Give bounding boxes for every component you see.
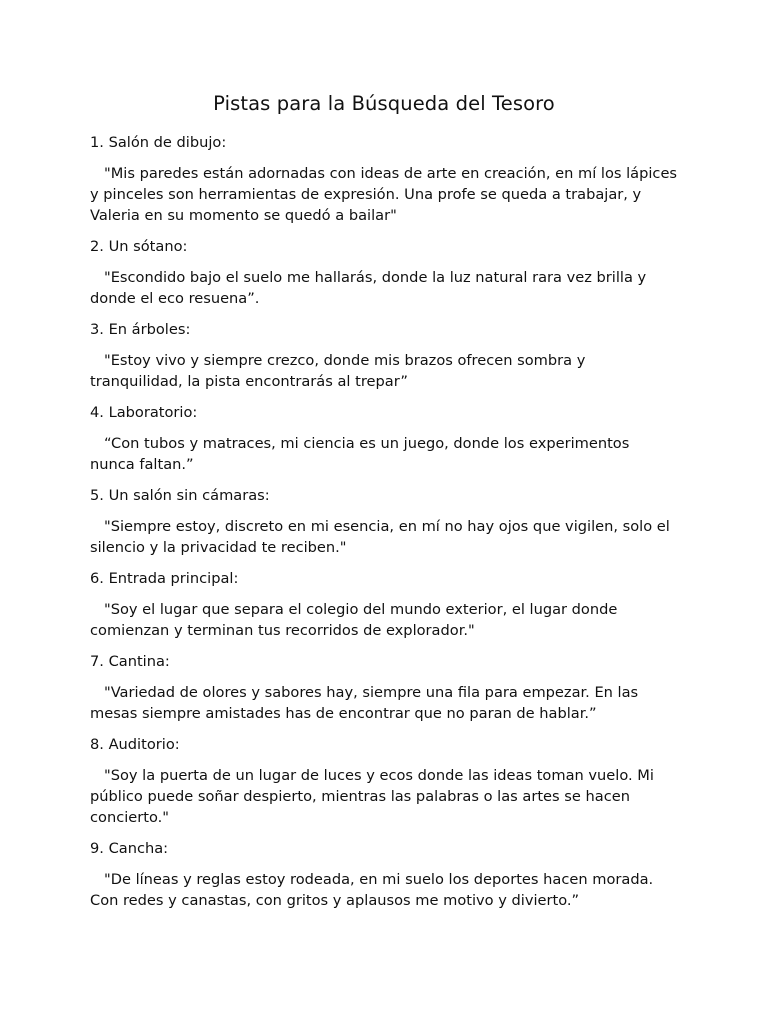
clue-text: "Variedad de olores y sabores hay, siempre una fila para empezar. En las mesas siempre amistades has de encontrar que no paran de hablar.” [90, 684, 639, 722]
clue-heading: 5. Un salón sin cámaras: [90, 487, 270, 504]
clue-text: "Siempre estoy, discreto en mi esencia, en mí no hay ojos que vigilen, solo el silencio y la privacidad te reciben." [90, 518, 670, 556]
clue-item-1 [90, 132, 678, 226]
clue-item-6 [90, 568, 678, 641]
document-title: Pistas para la Búsqueda del Tesoro [213, 92, 555, 115]
clue-heading: 8. Auditorio: [90, 736, 180, 753]
clue-heading: 7. Cantina: [90, 653, 170, 670]
clue-list [90, 132, 678, 911]
clue-item-5 [90, 485, 678, 558]
clue-item-7 [90, 651, 678, 724]
clue-heading: 1. Salón de dibujo: [90, 134, 227, 151]
clue-text: "Mis paredes están adornadas con ideas de arte en creación, en mí los lápices y pinceles son herramientas de expresión. Una profe se queda a trabajar, y Valeria en su momento se quedó a bailar" [90, 165, 678, 224]
clue-text: "Soy la puerta de un lugar de luces y ecos donde las ideas toman vuelo. Mi público puede soñar despierto, mientras las palabras o las artes se hacen concierto." [90, 767, 654, 826]
clue-text: “Con tubos y matraces, mi ciencia es un juego, donde los experimentos nunca faltan.” [90, 435, 630, 473]
clue-text: "De líneas y reglas estoy rodeada, en mi suelo los deportes hacen morada. Con redes y canastas, con gritos y aplausos me motivo y divierto.” [90, 871, 654, 909]
clue-item-4 [90, 402, 678, 475]
clue-heading: 9. Cancha: [90, 840, 169, 857]
clue-heading: 2. Un sótano: [90, 238, 188, 255]
clue-item-9 [90, 838, 678, 911]
clue-item-3 [90, 319, 678, 392]
clue-heading: 6. Entrada principal: [90, 570, 239, 587]
clue-item-8 [90, 734, 678, 828]
clue-text: "Soy el lugar que separa el colegio del mundo exterior, el lugar donde comienzan y terminan tus recorridos de explorador." [90, 601, 618, 639]
clue-item-2 [90, 236, 678, 309]
clue-text: "Estoy vivo y siempre crezco, donde mis brazos ofrecen sombra y tranquilidad, la pista encontrarás al trepar” [90, 352, 586, 390]
clue-heading: 4. Laboratorio: [90, 404, 198, 421]
clue-text: "Escondido bajo el suelo me hallarás, donde la luz natural rara vez brilla y donde el eco resuena”. [90, 269, 647, 307]
clue-heading: 3. En árboles: [90, 321, 191, 338]
